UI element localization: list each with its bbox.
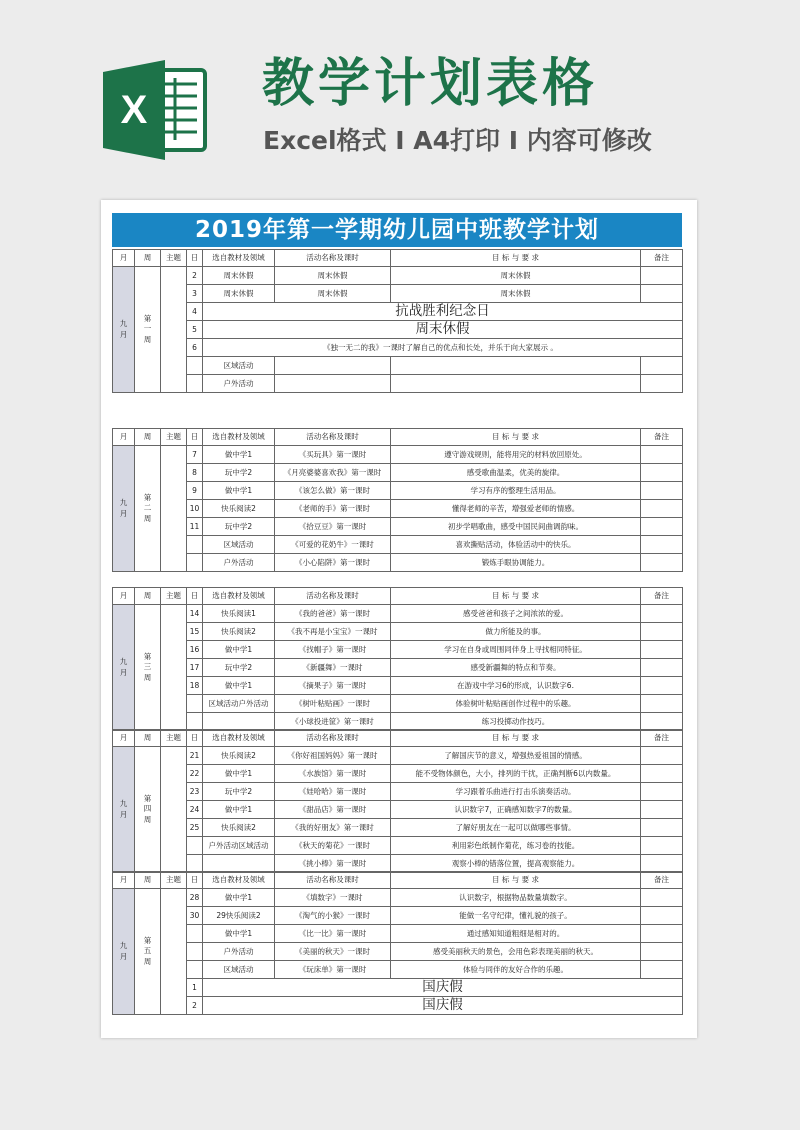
day-cell: 17 [187, 659, 203, 677]
goal-cell: 认识数字，根据物品数量填数字。 [391, 889, 641, 907]
day-cell [187, 961, 203, 979]
week-table [112, 249, 683, 393]
theme-cell [161, 605, 187, 731]
goal-cell [391, 357, 641, 375]
note-cell [641, 267, 683, 285]
day-cell [187, 855, 203, 873]
note-cell [641, 357, 683, 375]
header-row [113, 250, 683, 267]
goal-cell: 遵守游戏规则，能将用完的材料放回原处。 [391, 446, 641, 464]
area-cell: 区域活动 [203, 961, 275, 979]
goal-cell: 通过感知知道粗细是相对的。 [391, 925, 641, 943]
area-cell: 区域活动 [203, 357, 275, 375]
column-header: 日 [187, 872, 203, 889]
area-cell: 29快乐阅读2 [203, 907, 275, 925]
goal-cell: 做力所能及的事。 [391, 623, 641, 641]
column-header: 选自教材及领域 [203, 730, 275, 747]
goal-cell: 能做一名守纪律，懂礼貌的孩子。 [391, 907, 641, 925]
goal-cell: 感受美丽秋天的景色，会用色彩表现美丽的秋天。 [391, 943, 641, 961]
area-cell: 做中学1 [203, 641, 275, 659]
table-row [113, 500, 683, 518]
day-cell: 11 [187, 518, 203, 536]
column-header: 主题 [161, 250, 187, 267]
day-cell [187, 695, 203, 713]
area-cell: 快乐阅读2 [203, 623, 275, 641]
month-cell: 九 月 [113, 889, 135, 1015]
day-cell: 4 [187, 303, 203, 321]
table-row [113, 623, 683, 641]
table-row [113, 267, 683, 285]
note-cell [641, 889, 683, 907]
table-row [113, 747, 683, 765]
table-row [113, 695, 683, 713]
week-cell: 第 一 周 [135, 267, 161, 393]
day-cell: 16 [187, 641, 203, 659]
month-cell: 九 月 [113, 267, 135, 393]
hero-title: 教学计划表格 [262, 54, 599, 114]
holiday-cell: 周末休假 [203, 321, 683, 339]
merged-plan-cell: 《独一无二的我》一课时了解自己的优点和长处，并乐于向大家展示 。 [203, 339, 683, 357]
note-cell [641, 907, 683, 925]
activity-cell [275, 375, 391, 393]
table-row [113, 357, 683, 375]
goal-cell: 周末休假 [391, 285, 641, 303]
column-header: 活动名称及课时 [275, 872, 391, 889]
area-cell: 做中学1 [203, 889, 275, 907]
goal-cell: 练习投掷动作技巧。 [391, 713, 641, 731]
area-cell [203, 713, 275, 731]
goal-cell: 认识数字7，正确感知数字7的数量。 [391, 801, 641, 819]
column-header: 选自教材及领域 [203, 872, 275, 889]
column-header: 活动名称及课时 [275, 250, 391, 267]
goal-cell [391, 375, 641, 393]
excel-icon [103, 60, 209, 160]
column-header: 目 标 与 要 求 [391, 588, 641, 605]
week-table [112, 428, 683, 572]
goal-cell: 了解好朋友在一起可以做哪些事情。 [391, 819, 641, 837]
note-cell [641, 747, 683, 765]
area-cell: 做中学1 [203, 482, 275, 500]
activity-cell: 《水族馆》第一课时 [275, 765, 391, 783]
day-cell: 23 [187, 783, 203, 801]
area-cell: 快乐阅读2 [203, 500, 275, 518]
day-cell: 8 [187, 464, 203, 482]
activity-cell: 《买玩具》第一课时 [275, 446, 391, 464]
day-cell: 1 [187, 979, 203, 997]
holiday-cell: 国庆假 [203, 979, 683, 997]
day-cell [187, 536, 203, 554]
goal-cell: 学习在自身或周围同伴身上寻找相同特征。 [391, 641, 641, 659]
table-row [113, 801, 683, 819]
activity-cell: 《小球投进筐》第一课时 [275, 713, 391, 731]
activity-cell: 《秋天的菊花》一课时 [275, 837, 391, 855]
day-cell [187, 943, 203, 961]
week-table [112, 587, 683, 731]
table-row [113, 446, 683, 464]
area-cell: 玩中学2 [203, 464, 275, 482]
day-cell [187, 925, 203, 943]
table-row [113, 855, 683, 873]
note-cell [641, 837, 683, 855]
note-cell [641, 943, 683, 961]
theme-cell [161, 267, 187, 393]
area-cell: 区域活动户外活动 [203, 695, 275, 713]
day-cell [187, 357, 203, 375]
area-cell: 玩中学2 [203, 659, 275, 677]
area-cell: 户外活动 [203, 375, 275, 393]
activity-cell: 《可爱的花奶牛》一课时 [275, 536, 391, 554]
activity-cell: 《老师的手》第一课时 [275, 500, 391, 518]
column-header: 周 [135, 429, 161, 446]
goal-cell: 懂得老师的辛苦，增强爱老师的情感。 [391, 500, 641, 518]
column-header: 备注 [641, 588, 683, 605]
activity-cell: 《我不再是小宝宝》一课时 [275, 623, 391, 641]
area-cell: 周末休假 [203, 267, 275, 285]
column-header: 主题 [161, 588, 187, 605]
theme-cell [161, 889, 187, 1015]
week-table [112, 871, 683, 1015]
column-header: 备注 [641, 872, 683, 889]
area-cell: 周末休假 [203, 285, 275, 303]
note-cell [641, 623, 683, 641]
activity-cell: 《新疆舞》一课时 [275, 659, 391, 677]
column-header: 选自教材及领域 [203, 429, 275, 446]
week-cell: 第 三 周 [135, 605, 161, 731]
goal-cell: 能不受物体颜色，大小，排列的干扰，正确判断6以内数量。 [391, 765, 641, 783]
svg-text:X: X [120, 88, 148, 132]
note-cell [641, 801, 683, 819]
column-header: 周 [135, 872, 161, 889]
area-cell: 做中学1 [203, 677, 275, 695]
note-cell [641, 554, 683, 572]
activity-cell: 《玩床单》第一课时 [275, 961, 391, 979]
table-row [113, 375, 683, 393]
day-cell: 10 [187, 500, 203, 518]
day-cell: 22 [187, 765, 203, 783]
table-row [113, 482, 683, 500]
area-cell: 区域活动 [203, 536, 275, 554]
column-header: 备注 [641, 250, 683, 267]
goal-cell: 锻炼手眼协调能力。 [391, 554, 641, 572]
goal-cell: 学习跟着乐曲进行打击乐演奏活动。 [391, 783, 641, 801]
activity-cell: 《娃哈哈》第一课时 [275, 783, 391, 801]
day-cell: 30 [187, 907, 203, 925]
column-header: 目 标 与 要 求 [391, 429, 641, 446]
note-cell [641, 482, 683, 500]
goal-cell: 观察小棒的错落位置，提高观察能力。 [391, 855, 641, 873]
activity-cell: 《填数字》一课时 [275, 889, 391, 907]
column-header: 日 [187, 730, 203, 747]
note-cell [641, 695, 683, 713]
activity-cell: 《美丽的秋天》一课时 [275, 943, 391, 961]
activity-cell: 《我的爸爸》第一课时 [275, 605, 391, 623]
theme-cell [161, 747, 187, 873]
goal-cell: 了解国庆节的意义，增强热爱祖国的情感。 [391, 747, 641, 765]
day-cell: 18 [187, 677, 203, 695]
hero-subtitle: Excel格式 I A4打印 I 内容可修改 [263, 126, 652, 155]
table-row [113, 659, 683, 677]
column-header: 主题 [161, 730, 187, 747]
note-cell [641, 783, 683, 801]
week-cell: 第 四 周 [135, 747, 161, 873]
note-cell [641, 677, 683, 695]
column-header: 活动名称及课时 [275, 429, 391, 446]
column-header: 主题 [161, 872, 187, 889]
header-row [113, 872, 683, 889]
note-cell [641, 641, 683, 659]
month-cell: 九 月 [113, 747, 135, 873]
table-row [113, 907, 683, 925]
day-cell: 21 [187, 747, 203, 765]
area-cell: 快乐阅读2 [203, 747, 275, 765]
column-header: 月 [113, 730, 135, 747]
table-row [113, 997, 683, 1015]
note-cell [641, 819, 683, 837]
activity-cell: 《挑小棒》第一课时 [275, 855, 391, 873]
header-row [113, 588, 683, 605]
table-row [113, 961, 683, 979]
table-row [113, 889, 683, 907]
goal-cell: 感受爸爸和孩子之间浓浓的爱。 [391, 605, 641, 623]
goal-cell: 利用彩色纸制作菊花，练习卷的技能。 [391, 837, 641, 855]
column-header: 活动名称及课时 [275, 588, 391, 605]
table-row [113, 925, 683, 943]
day-cell: 6 [187, 339, 203, 357]
column-header: 目 标 与 要 求 [391, 872, 641, 889]
note-cell [641, 925, 683, 943]
area-cell: 玩中学2 [203, 783, 275, 801]
note-cell [641, 961, 683, 979]
activity-cell [275, 357, 391, 375]
day-cell: 3 [187, 285, 203, 303]
area-cell: 做中学1 [203, 765, 275, 783]
note-cell [641, 659, 683, 677]
area-cell: 做中学1 [203, 801, 275, 819]
column-header: 选自教材及领域 [203, 250, 275, 267]
column-header: 日 [187, 429, 203, 446]
column-header: 日 [187, 588, 203, 605]
goal-cell: 体验与同伴的友好合作的乐趣。 [391, 961, 641, 979]
activity-cell: 《小心陷阱》第一课时 [275, 554, 391, 572]
week-cell: 第 二 周 [135, 446, 161, 572]
month-cell: 九 月 [113, 605, 135, 731]
table-row [113, 713, 683, 731]
area-cell: 做中学1 [203, 925, 275, 943]
day-cell: 5 [187, 321, 203, 339]
column-header: 目 标 与 要 求 [391, 730, 641, 747]
day-cell [187, 554, 203, 572]
area-cell: 户外活动 [203, 943, 275, 961]
week-table [112, 729, 683, 873]
holiday-cell: 抗战胜利纪念日 [203, 303, 683, 321]
day-cell: 2 [187, 997, 203, 1015]
day-cell: 7 [187, 446, 203, 464]
month-cell: 九 月 [113, 446, 135, 572]
note-cell [641, 500, 683, 518]
note-cell [641, 518, 683, 536]
day-cell: 28 [187, 889, 203, 907]
column-header: 月 [113, 250, 135, 267]
goal-cell: 体验树叶粘贴画创作过程中的乐趣。 [391, 695, 641, 713]
goal-cell: 喜欢撕贴活动，体验活动中的快乐。 [391, 536, 641, 554]
day-cell: 9 [187, 482, 203, 500]
column-header: 月 [113, 429, 135, 446]
week-cell: 第 五 周 [135, 889, 161, 1015]
plan-sheet [101, 200, 697, 1038]
day-cell: 15 [187, 623, 203, 641]
table-row [113, 464, 683, 482]
note-cell [641, 446, 683, 464]
area-cell: 做中学1 [203, 446, 275, 464]
column-header: 月 [113, 872, 135, 889]
day-cell: 14 [187, 605, 203, 623]
activity-cell: 《淘气的小猴》一课时 [275, 907, 391, 925]
table-row [113, 518, 683, 536]
activity-cell: 《甜品店》第一课时 [275, 801, 391, 819]
note-cell [641, 855, 683, 873]
area-cell: 快乐阅读1 [203, 605, 275, 623]
column-header: 活动名称及课时 [275, 730, 391, 747]
table-row [113, 765, 683, 783]
column-header: 周 [135, 588, 161, 605]
note-cell [641, 713, 683, 731]
table-row [113, 819, 683, 837]
table-row [113, 554, 683, 572]
table-row [113, 837, 683, 855]
activity-cell: 周末休假 [275, 267, 391, 285]
column-header: 目 标 与 要 求 [391, 250, 641, 267]
note-cell [641, 375, 683, 393]
table-row [113, 783, 683, 801]
day-cell: 24 [187, 801, 203, 819]
column-header: 周 [135, 730, 161, 747]
area-cell: 快乐阅读2 [203, 819, 275, 837]
area-cell: 玩中学2 [203, 518, 275, 536]
table-row [113, 303, 683, 321]
activity-cell: 周末休假 [275, 285, 391, 303]
area-cell: 户外活动 [203, 554, 275, 572]
header-row [113, 429, 683, 446]
header-row [113, 730, 683, 747]
table-row [113, 605, 683, 623]
goal-cell: 感受歌曲温柔，优美的旋律。 [391, 464, 641, 482]
table-row [113, 285, 683, 303]
activity-cell: 《摘果子》第一课时 [275, 677, 391, 695]
day-cell: 2 [187, 267, 203, 285]
column-header: 日 [187, 250, 203, 267]
goal-cell: 感受新疆舞的特点和节奏。 [391, 659, 641, 677]
note-cell [641, 464, 683, 482]
table-row [113, 321, 683, 339]
column-header: 备注 [641, 429, 683, 446]
column-header: 月 [113, 588, 135, 605]
note-cell [641, 605, 683, 623]
day-cell [187, 713, 203, 731]
holiday-cell: 国庆假 [203, 997, 683, 1015]
table-row [113, 979, 683, 997]
goal-cell: 学习有序的整理生活用品。 [391, 482, 641, 500]
activity-cell: 《比一比》第一课时 [275, 925, 391, 943]
column-header: 周 [135, 250, 161, 267]
activity-cell: 《该怎么做》第一课时 [275, 482, 391, 500]
activity-cell: 《树叶粘贴画》一课时 [275, 695, 391, 713]
column-header: 主题 [161, 429, 187, 446]
table-row [113, 339, 683, 357]
goal-cell: 初步学唱歌曲，感受中国民间曲调韵味。 [391, 518, 641, 536]
goal-cell: 在游戏中学习6的形成，认识数字6. [391, 677, 641, 695]
note-cell [641, 765, 683, 783]
activity-cell: 《月亮婆婆喜欢我》第一课时 [275, 464, 391, 482]
note-cell [641, 536, 683, 554]
column-header: 选自教材及领域 [203, 588, 275, 605]
note-cell [641, 285, 683, 303]
area-cell [203, 855, 275, 873]
day-cell: 25 [187, 819, 203, 837]
column-header: 备注 [641, 730, 683, 747]
plan-title: 2019年第一学期幼儿园中班教学计划 [112, 213, 682, 247]
activity-cell: 《我的好朋友》第一课时 [275, 819, 391, 837]
theme-cell [161, 446, 187, 572]
hero-header [0, 0, 800, 185]
activity-cell: 《你好祖国妈妈》第一课时 [275, 747, 391, 765]
day-cell [187, 375, 203, 393]
activity-cell: 《拾豆豆》第一课时 [275, 518, 391, 536]
goal-cell: 周末休假 [391, 267, 641, 285]
table-row [113, 641, 683, 659]
day-cell [187, 837, 203, 855]
table-row [113, 943, 683, 961]
activity-cell: 《找帽子》第一课时 [275, 641, 391, 659]
table-row [113, 677, 683, 695]
area-cell: 户外活动区域活动 [203, 837, 275, 855]
table-row [113, 536, 683, 554]
